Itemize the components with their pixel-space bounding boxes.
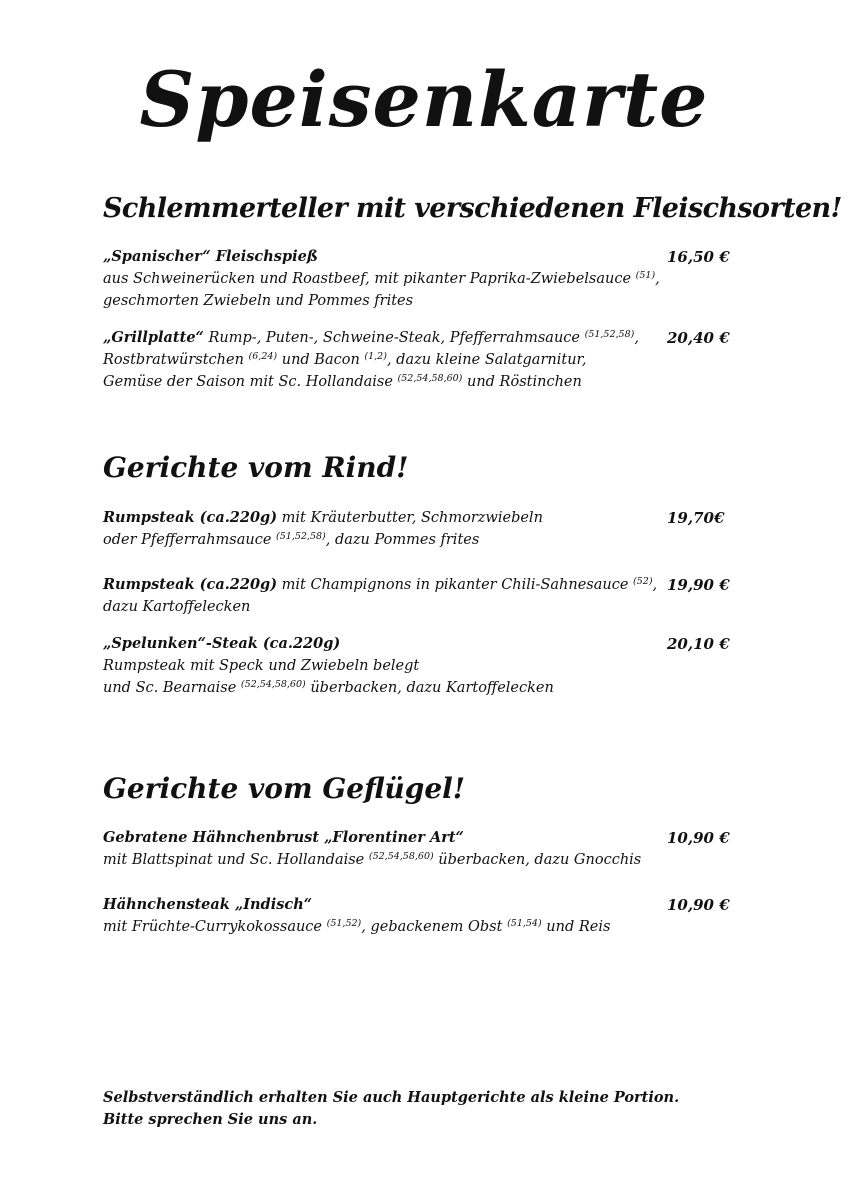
item-description: aus Schweinerücken und Roastbeef, mit pikanter Paprika-Zwiebelsauce [103,271,632,287]
item-price: 16,50 € [667,248,730,266]
page-title: Speisenkarte [139,55,709,144]
item-name: Gebratene Hähnchenbrust „Florentiner Art“ [103,829,464,846]
allergen-note: (51,54) [507,918,542,929]
allergen-note: (51,52,58) [584,329,635,340]
item-name: Rumpsteak (ca.220g) [103,509,278,526]
menu-item-fleischspiess: „Spanischer“ Fleischspieß aus Schweinerücken und Roastbeef, mit pikanter Paprika-Zwiebelsauce $^{(51)}$, geschmorten Zwiebeln und Pommes frites [103,246,743,312]
item-name: Hähnchensteak „Indisch“ [103,896,313,913]
item-name: „Spanischer“ Fleischspieß [103,248,318,265]
item-description: geschmorten Zwiebeln und Pommes frites [103,293,414,309]
item-price: 20,40 € [667,329,730,347]
menu-item-grillplatte: „Grillplatte“ Rump-, Puten-, Schweine-Steak, Pfefferrahmsauce $^{(51,52,58)}$, Rostbratwürstchen $^{(6,24)}$ und Bacon $^{(1,2)}$, dazu kleine Salatgarnitur, Gemüse der Saison mit Sc. Hollandaise $^{(52,54,58,60)}$ und Röstinchen [103,329,639,390]
item-description: dazu Kartoffelecken [103,599,251,615]
allergen-note: (1,2) [364,351,387,362]
allergen-note: (51,52,58) [276,531,326,542]
allergen-note: (52,54,58,60) [397,373,463,384]
menu-item-rumpsteak-kraeuterbutter: Rumpsteak (ca.220g) mit Kräuterbutter, Schmorzwiebeln oder Pfefferrahmsauce $^{(51,52,58)}$, dazu Pommes frites [103,509,543,548]
footer-line: Bitte sprechen Sie uns an. [103,1111,318,1128]
allergen-note: (52) [633,576,653,587]
item-name: Rumpsteak (ca.220g) [103,576,278,593]
item-description: Rumpsteak mit Speck und Zwiebeln belegt [103,658,420,674]
menu-item-haehnchensteak-indisch: Hähnchensteak „Indisch“ mit Früchte-Currykokossauce $^{(51,52)}$, gebackenem Obst $^{(51,54)}$ und Reis [103,896,611,935]
allergen-note: (52,54,58,60) [240,679,306,690]
menu-item-spelunken-steak: „Spelunken“-Steak (ca.220g) Rumpsteak mit Speck und Zwiebeln belegt und Sc. Bearnaise $^{(52,54,58,60)}$ überbacken, dazu Kartoffelecken [103,633,743,699]
section-heading-schlemmerteller: Schlemmerteller mit verschiedenen Fleischsorten! [103,193,842,224]
allergen-note: (51) [635,270,656,281]
item-price: 19,90 € [667,576,730,594]
section-heading-rind: Gerichte vom Rind! [103,451,409,484]
allergen-note: (51,52) [326,918,362,929]
item-price: 10,90 € [667,896,730,914]
item-price: 10,90 € [667,829,730,847]
item-name: „Grillplatte“ [103,329,204,346]
item-name: „Spelunken“-Steak (ca.220g) [103,635,341,652]
menu-item-haehnchenbrust-florentiner: Gebratene Hähnchenbrust „Florentiner Art“ mit Blattspinat und Sc. Hollandaise $^{(52,54,58,60)}$ überbacken, dazu Gnocchis [103,829,642,868]
allergen-note: (6,24) [248,351,278,362]
item-price: 20,10 € [667,635,730,653]
footer-line: Selbstverständlich erhalten Sie auch Hauptgerichte als kleine Portion. [103,1089,680,1106]
footer-note [103,1087,679,1131]
allergen-note: (52,54,58,60) [368,851,434,862]
section-heading-gefluegel: Gerichte vom Geflügel! [103,772,466,805]
item-price: 19,70€ [667,509,725,527]
menu-item-rumpsteak-champignons: Rumpsteak (ca.220g) mit Champignons in pikanter Chili-Sahnesauce $^{(52)}$, dazu Kartoffelecken [103,574,743,618]
